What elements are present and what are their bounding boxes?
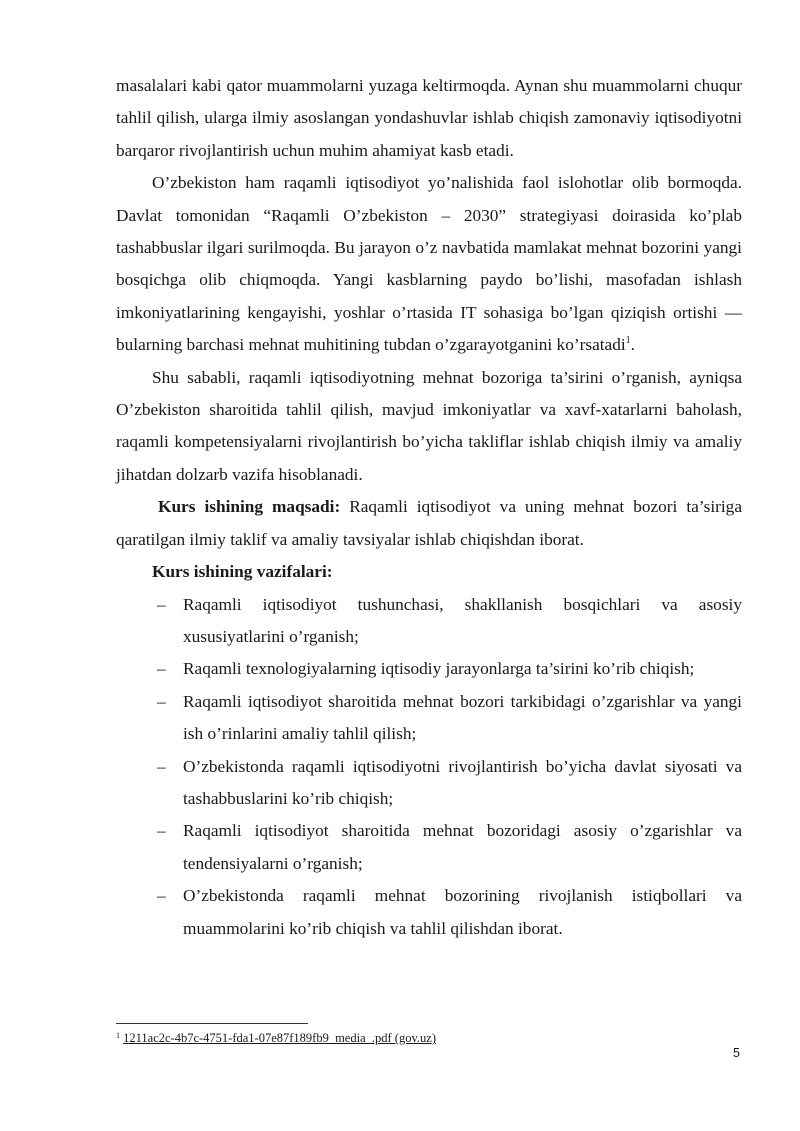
paragraph-goal: [116, 491, 742, 556]
paragraph-intro-continuation: masalalari kabi qator muammolarni yuzaga keltirmoqda. Aynan shu muammolarni chuqur tahlil qilish, ularga ilmiy asoslangan yondashuvlar ishlab chiqish zamonaviy iqtisodiyotni barqaror rivojlantirish uchun muhim ahamiyat kasb etadi.: [116, 76, 742, 160]
paragraph-uzbekistan-reforms-text: O’zbekiston ham raqamli iqtisodiyot yo’nalishida faol islohotlar olib bormoqda. Davlat tomonidan “Raqamli O’zbekiston – 2030” strategiyasi doirasida ko’plab tashabbuslar ilgari surilmoqda. Bu jarayon o’z navbatida mamlakat mehnat bozorini yangi bosqichga olib chiqmoqda. Yangi kasblarning paydo bo’lishi, masofadan ishlash imkoniyatlarining kengayishi, yoshlar o’rtasida IT sohasiga bo’lgan qiziqish ortishi — bularning barchasi mehnat muhitining tubdan o’zgarayotganini ko’rsatadi: [116, 173, 742, 355]
list-item: [116, 589, 742, 654]
list-item: [116, 815, 742, 880]
page-number: 5: [733, 1046, 740, 1060]
list-dash: –: [157, 594, 166, 614]
tasks-list: [116, 589, 742, 945]
paragraph-end-period: .: [630, 335, 635, 355]
paragraph-uzbekistan-reforms: [116, 167, 742, 361]
tasks-heading: Kurs ishining vazifalari:: [152, 562, 333, 582]
goal-text: Raqamli iqtisodiyot va uning mehnat bozori ta’siriga qaratilgan ilmiy taklif va amaliy tavsiyalar ishlab chiqishdan iborat.: [116, 497, 742, 549]
page-body: [116, 70, 742, 945]
list-item-text: Raqamli iqtisodiyot sharoitida mehnat bozori tarkibidagi o’zgarishlar va yangi ish o’rinlarini amaliy tahlil qilish;: [183, 691, 742, 744]
list-dash: –: [157, 886, 166, 906]
goal-label: Kurs ishining maqsadi:: [158, 497, 341, 517]
list-item-text: O’zbekistonda raqamli mehnat bozorining rivojlanish istiqbollari va muammolarini ko’rib chiqish va tahlil qilishdan iborat.: [183, 886, 742, 938]
footnote-divider: [116, 1023, 308, 1024]
list-item-text: Raqamli iqtisodiyot sharoitida mehnat bozoridagi asosiy o’zgarishlar va tendensiyalarni o’rganish;: [183, 821, 742, 873]
list-item: [116, 880, 742, 945]
list-item-text: Raqamli iqtisodiyot tushunchasi, shakllanish bosqichlari va asosiy xususiyatlarini o’rganish;: [183, 594, 742, 646]
list-item-text: Raqamli texnologiyalarning iqtisodiy jarayonlarga ta’sirini ko’rib chiqish;: [183, 659, 695, 679]
list-item-text: O’zbekistonda raqamli iqtisodiyotni rivojlantirish bo’yicha davlat siyosati va tashabbuslarini ko’rib chiqish;: [183, 756, 742, 808]
list-dash: –: [157, 756, 166, 776]
list-dash: –: [157, 691, 166, 711]
footnote-reference[interactable]: 1: [625, 335, 631, 347]
footnote-number: 1: [116, 1031, 120, 1040]
footnote: [116, 1030, 716, 1046]
list-item: [116, 751, 742, 816]
list-dash: –: [157, 821, 166, 841]
list-dash: –: [157, 659, 166, 679]
paragraph-relevance: Shu sababli, raqamli iqtisodiyotning mehnat bozoriga ta’sirini o’rganish, ayniqsa O’zbekiston sharoitida tahlil qilish, mavjud imkoniyatlar va xavf-xatarlarni baholash, raqamli kompetensiyalarni rivojlantirish bo’yicha takliflar ishlab chiqish ilmiy va amaliy jihatdan dolzarb vazifa hisoblanadi.: [116, 367, 742, 484]
list-item: [116, 686, 742, 751]
footnote-link[interactable]: 1211ac2c-4b7c-4751-fda1-07e87f189fb9_media_.pdf (gov.uz): [123, 1031, 436, 1045]
list-item: [116, 653, 742, 685]
